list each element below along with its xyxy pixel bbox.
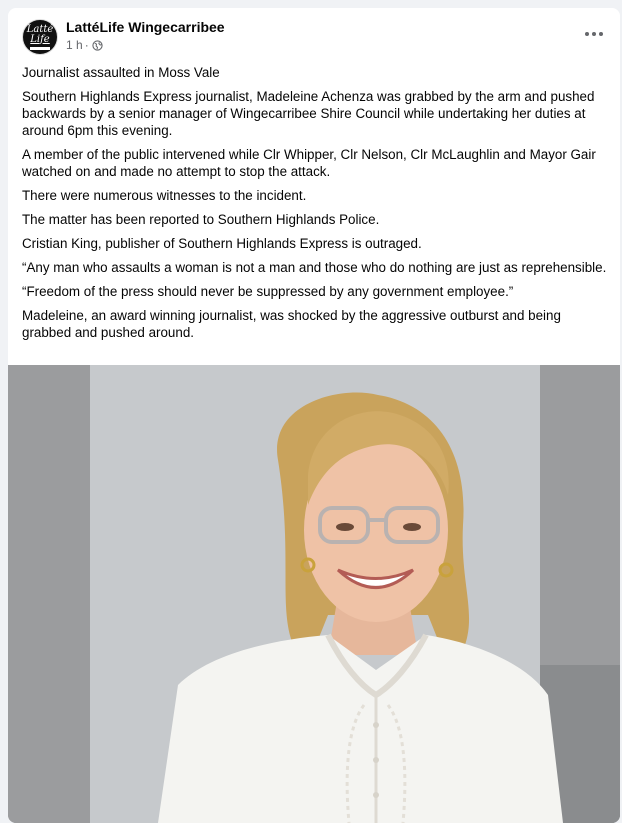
post-paragraph: “Any man who assaults a woman is not a man and those who do nothing are just as reprehensible.	[22, 260, 607, 275]
post-text	[22, 64, 610, 348]
page-avatar[interactable]	[22, 19, 58, 55]
post-paragraph: Madeleine, an award winning journalist, was shocked by the aggressive outburst and being grabbed and pushed around.	[22, 308, 561, 340]
post-paragraph: There were numerous witnesses to the incident.	[22, 188, 307, 203]
more-options-icon[interactable]	[582, 24, 606, 44]
page-name-link[interactable]: LattéLife Wingecarribee	[66, 19, 225, 35]
avatar-text-1: Latté	[26, 23, 54, 35]
post-meta	[66, 38, 103, 52]
post-header	[8, 8, 620, 60]
meta-separator: ·	[84, 38, 89, 52]
post-card	[8, 8, 620, 823]
post-paragraph: Southern Highlands Express journalist, Madeleine Achenza was grabbed by the arm and pushed backwards by a senior manager of Wingecarribee Shire Council while undertaking her duties at around 6pm this evening.	[22, 89, 595, 138]
globe-icon	[92, 40, 103, 51]
post-time[interactable]: 1 h	[66, 38, 83, 52]
post-paragraph: “Freedom of the press should never be suppressed by any government employee.”	[22, 284, 514, 299]
post-photo[interactable]	[8, 365, 620, 823]
post-paragraph: The matter has been reported to Southern Highlands Police.	[22, 212, 380, 227]
avatar-bar	[30, 47, 50, 50]
post-paragraph: Cristian King, publisher of Southern Highlands Express is outraged.	[22, 236, 422, 251]
post-paragraph: Journalist assaulted in Moss Vale	[22, 65, 220, 80]
avatar-text-2: Life	[30, 33, 50, 45]
portrait-image	[8, 365, 620, 823]
post-paragraph: A member of the public intervened while Clr Whipper, Clr Nelson, Clr McLaughlin and Mayor Gair watched on and made no attempt to stop the attack.	[22, 147, 596, 179]
